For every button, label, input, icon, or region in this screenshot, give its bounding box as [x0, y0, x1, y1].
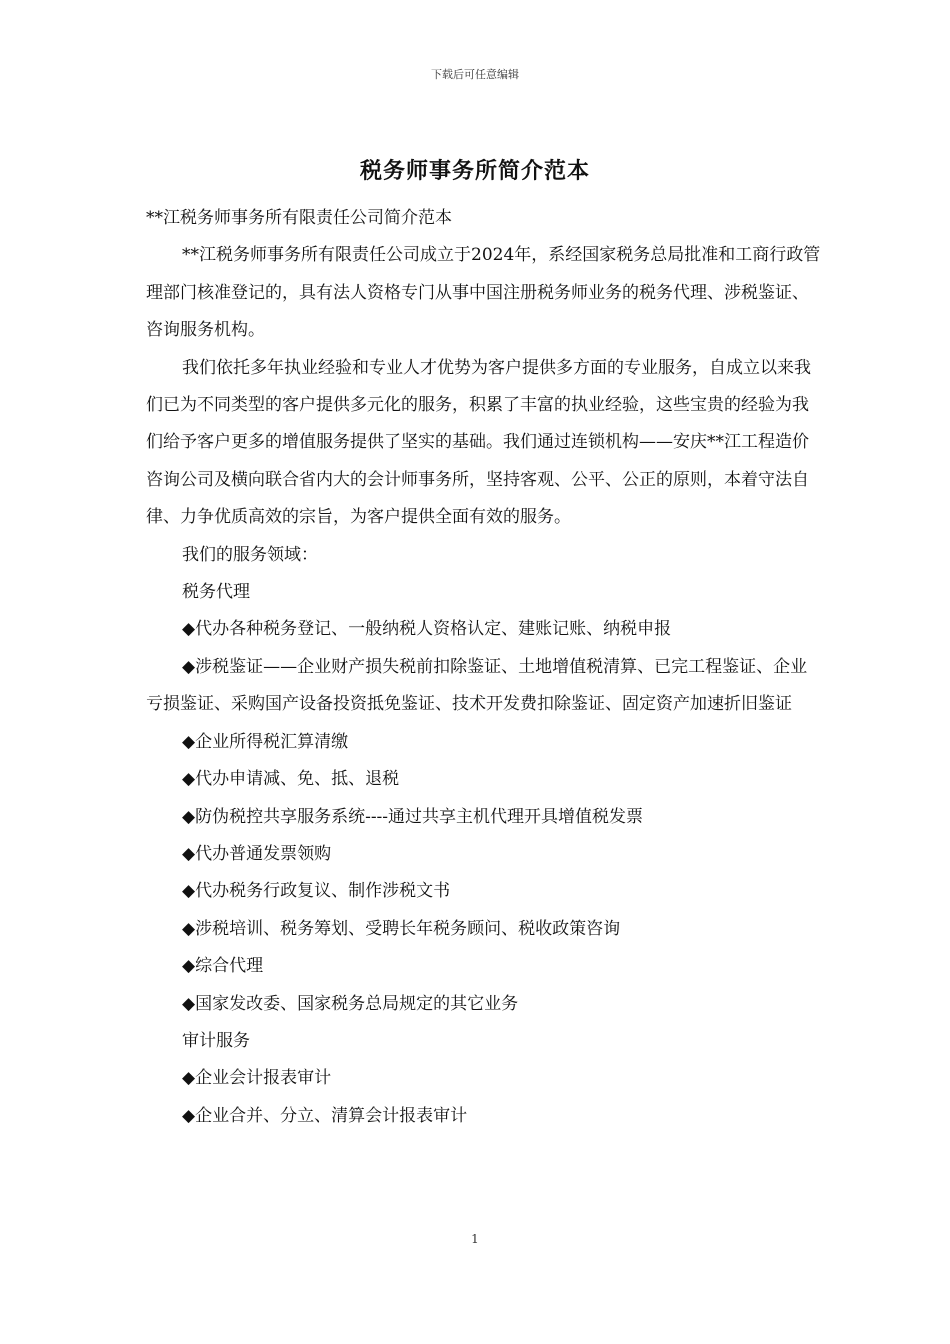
- section-heading-audit: 审计服务: [182, 1030, 250, 1051]
- list-item: ◆企业会计报表审计: [182, 1068, 332, 1089]
- paragraph-intro: **江税务师事务所有限责任公司成立于2024年，系经国家税务总局批准和工商行政管理部门核准登记的，具有法人资格专门从事中国注册税务师业务的税务代理、涉税鉴证、咨询服务机构。: [146, 245, 821, 341]
- list-item: ◆综合代理: [182, 956, 264, 977]
- document-title: 税务师事务所简介范本: [359, 158, 590, 184]
- page-number: 1: [471, 1232, 479, 1246]
- list-item: ◆代办各种税务登记、一般纳税人资格认定、建账记账、纳税申报: [182, 619, 672, 640]
- list-item: ◆代办申请减、免、抵、退税: [182, 769, 400, 790]
- page-header: 下载后可任意编辑: [431, 68, 519, 81]
- list-item: ◆国家发改委、国家税务总局规定的其它业务: [182, 993, 519, 1014]
- services-intro: 我们的服务领域：: [182, 544, 318, 565]
- list-item: ◆企业所得税汇算清缴: [182, 731, 349, 752]
- paragraph-experience: 我们依托多年执业经验和专业人才优势为客户提供多方面的专业服务，自成立以来我们已为不同类型的客户提供多元化的服务，积累了丰富的执业经验，这些宝贵的经验为我们给予客户更多的增值服务提供了坚实的基础。我们通过连锁机构——安庆**江工程造价咨询公司及横向联合省内大的会计师事务所，坚持客观、公平、公正的原则，本着守法自律、力争优质高效的宗旨，为客户提供全面有效的服务。: [146, 357, 811, 528]
- list-item: ◆涉税鉴证——企业财产损失税前扣除鉴证、土地增值税清算、已完工程鉴证、企业亏损鉴证、采购国产设备投资抵免鉴证、技术开发费扣除鉴证、固定资产加速折旧鉴证: [146, 656, 808, 715]
- list-item: ◆代办税务行政复议、制作涉税文书: [182, 881, 451, 902]
- list-item: ◆企业合并、分立、清算会计报表审计: [182, 1105, 468, 1126]
- document-subtitle: **江税务师事务所有限责任公司简介范本: [146, 208, 452, 228]
- list-item: ◆防伪税控共享服务系统----通过共享主机代理开具增值税发票: [182, 806, 644, 827]
- list-item: ◆代办普通发票领购: [182, 843, 332, 864]
- document-body: [146, 200, 822, 1135]
- list-item: ◆涉税培训、税务筹划、受聘长年税务顾问、税收政策咨询: [182, 918, 621, 939]
- section-heading-tax-agency: 税务代理: [182, 582, 250, 603]
